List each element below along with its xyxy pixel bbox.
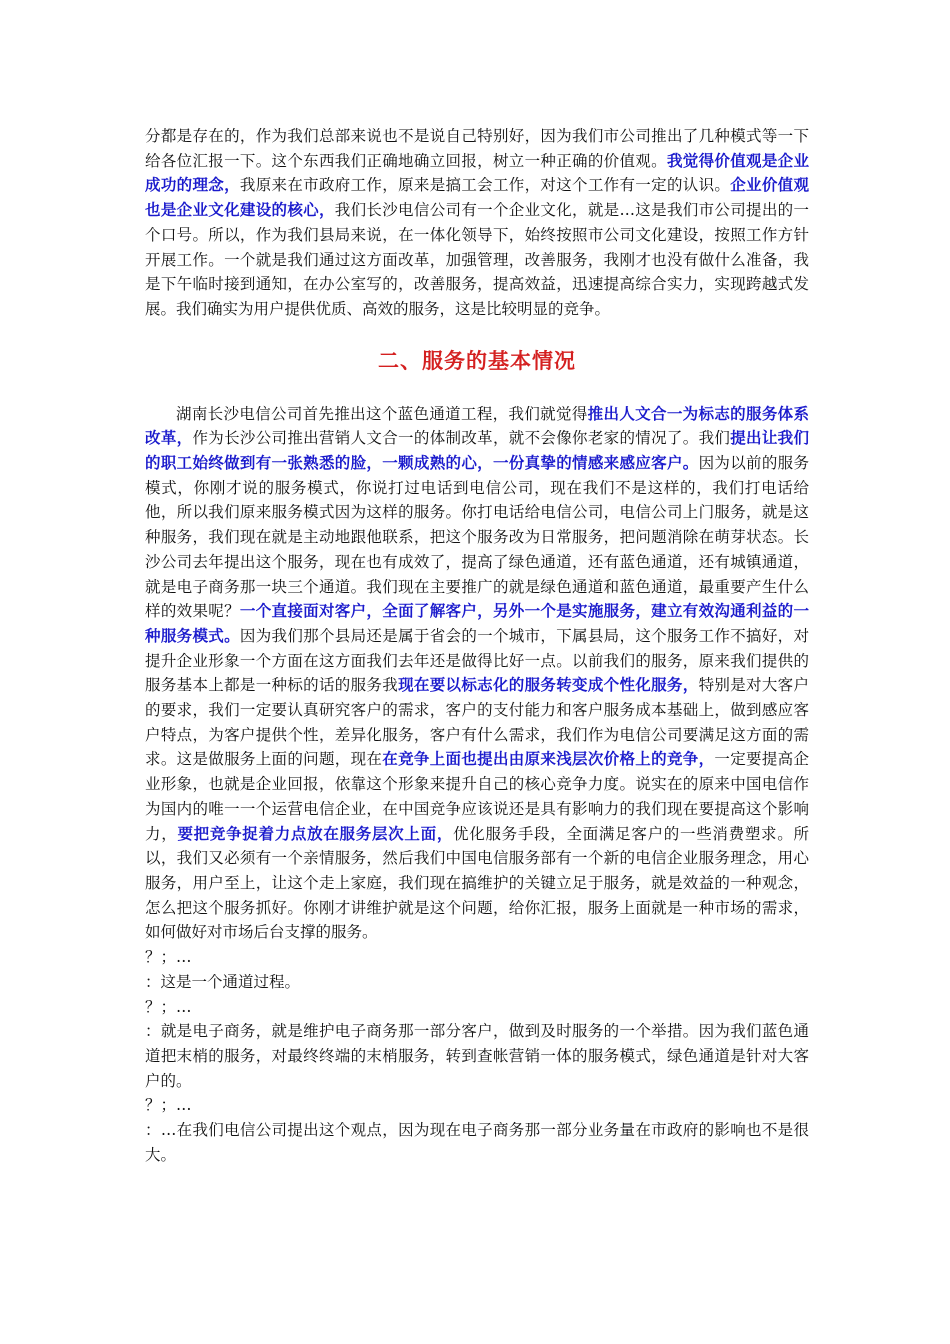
document-page: [145, 124, 809, 1167]
dialog-line-question: ？；…: [145, 948, 192, 967]
text-run: 分都是存在的，作为我们总部来说也不是说自己特别好，因为我们市公司推出了几种模式等一下给各位汇报一下。这个东西我们正确地确立回报，树立一种正确的价值观。: [145, 127, 809, 170]
text-run: 湖南长沙电信公司首先推出这个蓝色通道工程，我们就觉得: [176, 404, 588, 423]
dialog-line-question: ？；…: [145, 997, 192, 1016]
text-run: 因为以前的服务模式，你刚才说的服务模式，你说打过电话到电信公司，现在我们不是这样的，我们打电话给他，所以我们原来服务模式因为这样的服务。你打电话给电信公司，电信公司上门服务，就是这种服务，我们现在就是主动地跟他联系，把这个服务改为日常服务，把问题消除在萌芽状态。长沙公司去年提出这个服务，现在也有成效了，提高了绿色通道，还有蓝色通道，还有城镇通道，就是电子商务那一块三个通道。我们现在主要推广的就是绿色通道和蓝色通道，最重要产生什么样的效果呢？: [145, 454, 809, 621]
highlighted-text: 现在要以标志化的服务转变成个性化服务，: [398, 675, 699, 695]
highlighted-text: 我觉得价值观是企业成功的理念，: [145, 150, 809, 195]
highlighted-text: 企业价值观也是企业文化建设的核心，: [145, 175, 809, 220]
text-run: 因为我们那个县局还是属于省会的一个城市，下属县局，这个服务工作不搞好，对提升企业形象一个方面在这方面我们去年还是做得比好一点。以前我们的服务，原来我们提供的服务基本上都是一种标的话的服务我: [145, 626, 809, 695]
text-run: 作为长沙公司推出营销人文合一的体制改革，就不会像你老家的情况了。我们: [192, 429, 731, 448]
text-run: 我原来在市政府工作，原来是搞工会工作，对这个工作有一定的认识。: [239, 176, 731, 195]
paragraph-service: [145, 402, 809, 945]
section-heading: 二、服务的基本情况: [378, 347, 576, 373]
highlighted-text: 推出人文合一为标志的服务体系改革，: [145, 403, 809, 448]
dialog-line-answer: ：就是电子商务，就是维护电子商务那一部分客户，做到及时服务的一个举措。因为我们蓝色通道把末梢的服务，对最终终端的末梢服务，转到查帐营销一体的服务模式，绿色通道是针对大客户的。: [145, 1022, 809, 1090]
highlighted-text: 要把竞争捉着力点放在服务层次上面，: [177, 823, 454, 843]
highlighted-text: 提出让我们的职工始终做到有一张熟悉的脸，一颗成熟的心，一份真挚的情感来感应客户。: [145, 428, 809, 473]
highlighted-text: 在竞争上面也提出由原来浅层次价格上的竞争，: [382, 749, 715, 769]
text-run: 优化服务手段，全面满足客户的一些消费塑求。所以，我们又必须有一个亲情服务，然后我们中国电信服务部有一个新的电信企业服务理念，用心服务，用户至上，让这个走上家庭，我们现在搞维护的关键立足于服务，就是效益的一种观念，怎么把这个服务抓好。你刚才讲维护就是这个问题，给你汇报，服务上面就是一种市场的需求，如何做好对市场后台支撑的服务。: [145, 824, 809, 942]
dialog-line-answer: ：这是一个通道过程。: [145, 972, 301, 991]
dialog-line-question: ？；…: [145, 1096, 192, 1115]
paragraph-intro: [145, 124, 809, 322]
text-run: 一定要提高企业形象，也就是企业回报，依靠这个形象来提升自己的核心竞争力度。说实在的原来中国电信作为国内的唯一一个运营电信企业，在中国竞争应该说还是具有影响力的我们现在要提高这个影响力，: [145, 750, 809, 843]
highlighted-text: 一个直接面对客户，全面了解客户，另外一个是实施服务，建立有效沟通利益的一种服务模式。: [145, 601, 809, 645]
dialog-line-answer: ：…在我们电信公司提出这个观点，因为现在电子商务那一部分业务量在市政府的影响也不是很大。: [145, 1121, 809, 1164]
text-run: 我们长沙电信公司有一个企业文化，就是…这是我们市公司提出的一个口号。所以，作为我们县局来说，在一体化领导下，始终按照市公司文化建设，按照工作方针开展工作。一个就是我们通过这方面改革，加强管理，改善服务，我刚才也没有做什么准备，我是下午临时接到通知，在办公室写的，改善服务，提高效益，迅速提高综合实力，实现跨越式发展。我们确实为用户提供优质、高效的服务，这是比较明显的竞争。: [145, 201, 809, 318]
text-run: 特别是对大客户的要求，我们一定要认真研究客户的需求，客户的支付能力和客户服务成本基础上，做到感应客户特点，为客户提供个性，差异化服务，客户有什么需求，我们作为电信公司要满足这方面的需求。这是做服务上面的问题，现在: [145, 676, 809, 769]
